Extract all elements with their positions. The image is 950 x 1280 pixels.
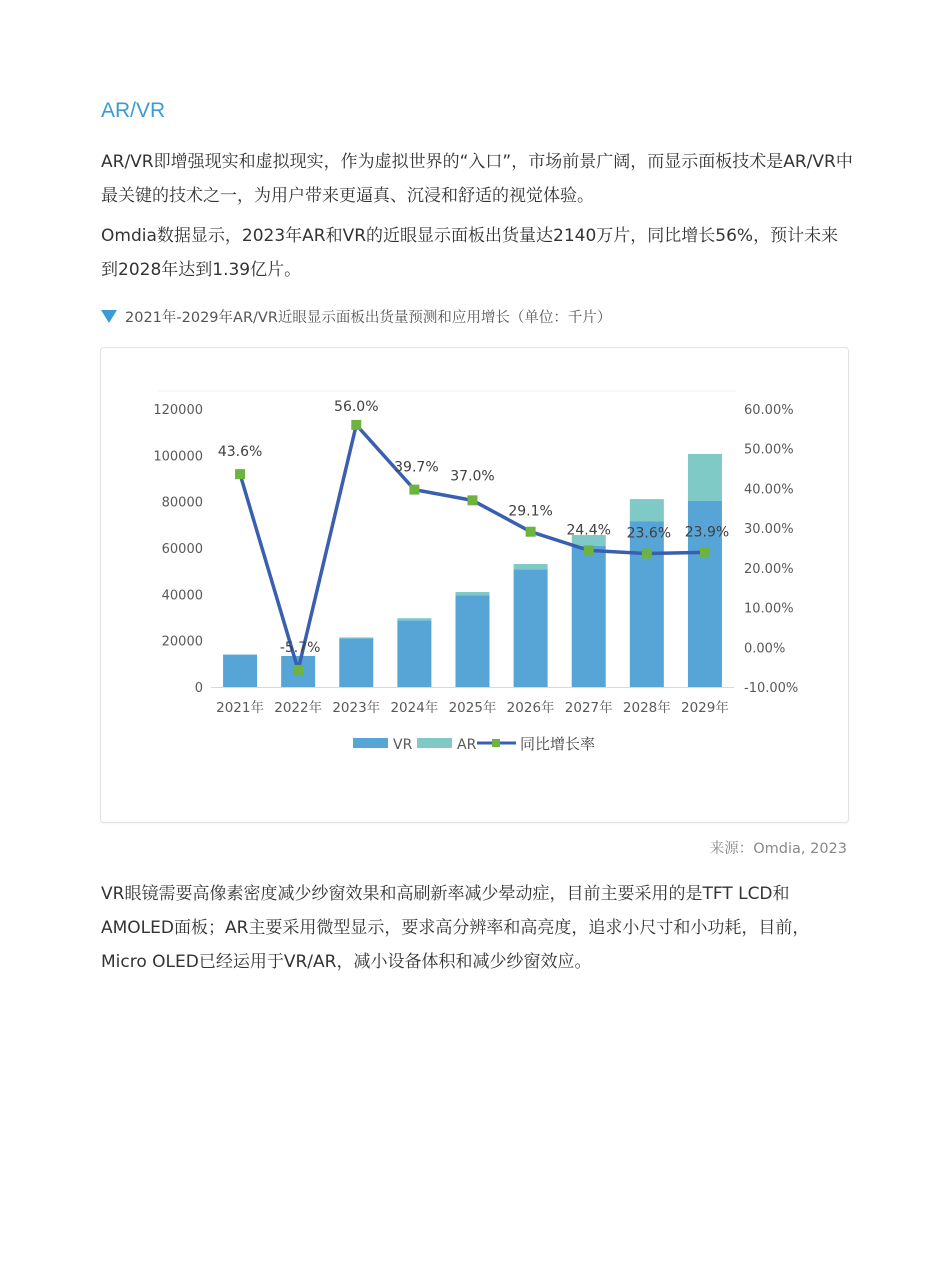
right-axis-tick: 40.00% [744,482,794,498]
section-title: AR/VR [101,99,166,122]
legend-growth-label: 同比增长率 [520,735,596,753]
left-axis-tick: 0 [194,681,203,696]
right-axis-tick: -10.00% [744,681,799,696]
legend-vr-swatch [353,738,388,748]
triangle-down-icon [101,310,117,323]
x-axis-tick: 2026年 [506,700,555,716]
right-axis-tick: 20.00% [744,561,794,577]
growth-marker [642,549,652,559]
growth-label: 37.0% [450,468,495,485]
right-axis-tick: 10.00% [744,601,794,617]
growth-label: 43.6% [217,444,263,461]
chart-caption [101,306,611,327]
bar-vr [339,638,373,687]
bar-ar [630,499,664,521]
legend-ar-label: AR [457,737,477,753]
x-axis-tick: 2022年 [274,700,323,716]
right-axis-tick: 30.00% [744,522,794,538]
growth-marker [700,547,710,557]
growth-label: 23.6% [626,525,672,542]
left-axis-tick: 20000 [161,634,203,650]
combo-chart [101,348,848,822]
growth-label: 24.4% [566,522,611,539]
growth-label: 29.1% [508,503,553,520]
legend-ar-swatch [417,738,452,748]
bar-ar [514,564,548,569]
bar-ar [339,637,373,638]
x-axis-tick: 2029年 [681,700,729,716]
bar-ar [397,618,431,620]
growth-label: 23.9% [684,524,730,541]
x-axis-tick: 2028年 [622,700,671,716]
left-axis-tick: 120000 [153,403,203,418]
bar-ar [456,592,490,595]
bar-vr [630,521,664,687]
x-axis-tick: 2025年 [448,700,497,716]
x-axis-tick: 2024年 [390,700,439,716]
x-axis-tick: 2023年 [332,700,381,716]
left-axis-tick: 40000 [161,588,203,604]
bar-ar [688,454,722,501]
bar-vr [397,620,431,687]
omdia-paragraph: Omdia数据显示，2023年AR和VR的近眼显示面板出货量达2140万片，同比增长56%，预计未来到2028年达到1.39亿片。 [101,226,839,280]
legend-marker-swatch [492,739,500,747]
source-note: 来源：Omdia, 2023 [709,841,847,857]
chart-card [100,347,849,823]
growth-marker [468,495,478,505]
growth-marker [235,469,245,479]
growth-label: 39.7% [394,459,439,476]
growth-marker [584,545,594,555]
bar-vr [223,655,257,687]
growth-label: -5.7% [279,640,321,656]
intro-paragraph: AR/VR即增强现实和虚拟现实，作为虚拟世界的“入口”，市场前景广阔，而显示面板技术是AR/VR中最关键的技术之一，为用户带来更逼真、沉浸和舒适的视觉体验。 [101,152,853,206]
bar-vr [572,546,606,687]
right-axis-tick: 0.00% [744,641,786,657]
growth-marker [526,527,536,537]
right-axis-tick: 50.00% [744,442,794,458]
growth-label: 56.0% [334,398,379,415]
right-axis-tick: 60.00% [744,403,794,418]
growth-marker [351,420,361,430]
growth-marker [409,485,419,495]
left-axis-tick: 100000 [153,449,203,465]
x-axis-tick: 2021年 [216,700,264,716]
bar-vr [456,595,490,687]
bar-vr [514,569,548,687]
chart-caption-text: 2021年-2029年AR/VR近眼显示面板出货量预测和应用增长（单位：千片） [125,310,612,326]
left-axis-tick: 80000 [161,495,203,511]
x-axis-tick: 2027年 [564,700,613,716]
left-axis-tick: 60000 [161,542,203,557]
growth-marker [293,665,303,675]
legend-vr-label: VR [393,737,413,753]
display-tech-paragraph: VR眼镜需要高像素密度减少纱窗效果和高刷新率减少晕动症，目前主要采用的是TFT LCD和AMOLED面板；AR主要采用微型显示，要求高分辨率和高亮度，追求小尺寸和小功耗，目前，Micro OLED已经运用于VR/AR，减小设备体积和减少纱窗效应。 [101,884,810,972]
